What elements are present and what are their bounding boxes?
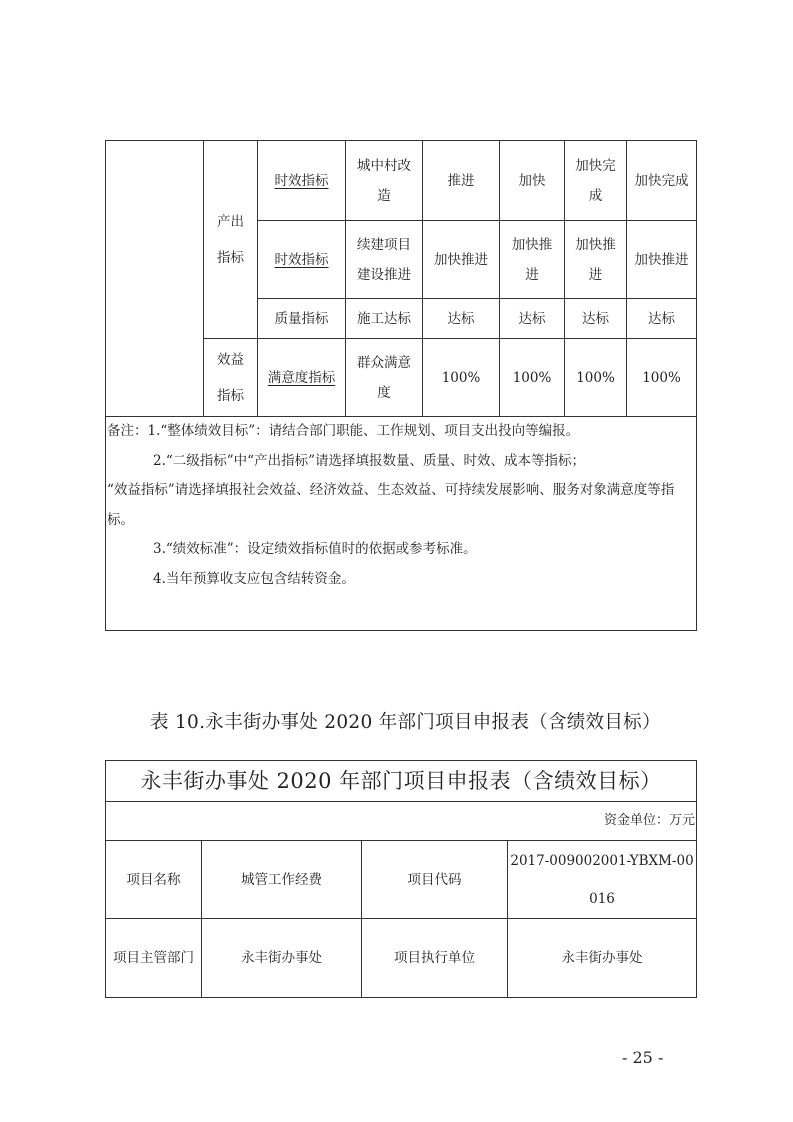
indicator-value: 加快推进 (500, 221, 565, 299)
indicator-name: 时效指标 (274, 172, 329, 189)
indicator-content: 群众满意度 (346, 339, 423, 417)
indicator-value: 达标 (423, 299, 500, 339)
indicator-value: 100% (500, 339, 565, 417)
indicator-value: 达标 (565, 299, 627, 339)
project-application-table (105, 760, 697, 998)
table-caption: 表 10.永丰街办事处 2020 年部门项目申报表（含绩效目标） (150, 712, 661, 733)
indicator-content: 施工达标 (346, 299, 423, 339)
indicator-name: 质量指标 (258, 299, 346, 339)
table-title-row (106, 761, 697, 802)
indicator-value: 100% (565, 339, 627, 417)
indicator-value: 加快推进 (565, 221, 627, 299)
executing-unit-label: 项目执行单位 (362, 919, 508, 998)
output-indicator-label: 产出 指标 (204, 141, 258, 339)
note-line: 2.“二级指标”中“产出指标”请选择填报数量、质量、时效、成本等指标； (153, 452, 585, 469)
benefit-indicator-label: 效益 指标 (204, 339, 258, 417)
project-name-value: 城管工作经费 (202, 841, 362, 919)
blank-level1-cell (106, 141, 204, 417)
performance-indicator-table (105, 140, 697, 631)
note-line: 4.当年预算收支应包含结转资金。 (153, 570, 355, 587)
notes-cell (106, 417, 697, 631)
indicator-name: 满意度指标 (267, 369, 336, 386)
indicator-content: 续建项目建设推进 (346, 221, 423, 299)
project-name-label: 项目名称 (106, 841, 202, 919)
indicator-value: 100% (423, 339, 500, 417)
indicator-value: 达标 (500, 299, 565, 339)
indicator-value: 100% (627, 339, 697, 417)
executing-unit-value: 永丰街办事处 (508, 919, 697, 998)
unit-row (106, 802, 697, 841)
table-row (106, 141, 697, 221)
indicator-name: 时效指标 (274, 251, 329, 268)
indicator-value: 加快推进 (423, 221, 500, 299)
table-row (106, 919, 697, 998)
table-row (106, 841, 697, 919)
indicator-value: 推进 (423, 141, 500, 221)
project-code-label: 项目代码 (362, 841, 508, 919)
indicator-value: 加快完成 (627, 141, 697, 221)
project-code-value: 2017-009002001-YBXM-00016 (508, 841, 697, 919)
note-line: 3.“绩效标准”：设定绩效指标值时的依据或参考标准。 (153, 541, 477, 557)
indicator-value: 达标 (627, 299, 697, 339)
note-line: “效益指标”请选择填报社会效益、经济效益、生态效益、可持续发展影响、服务对象满意度等指标。 (107, 482, 675, 528)
indicator-value: 加快完成 (565, 141, 627, 221)
indicator-value: 加快 (500, 141, 565, 221)
supervising-dept-label: 项目主管部门 (106, 919, 202, 998)
page-number: - 25 - (622, 1048, 664, 1067)
notes-row (106, 417, 697, 631)
indicator-content: 城中村改造 (346, 141, 423, 221)
fund-unit-label: 资金单位：万元 (106, 802, 697, 841)
supervising-dept-value: 永丰街办事处 (202, 919, 362, 998)
indicator-value: 加快推进 (627, 221, 697, 299)
note-line: 备注：1.“整体绩效目标”：请结合部门职能、工作规划、项目支出投向等编报。 (107, 423, 580, 439)
table-title: 永丰街办事处 2020 年部门项目申报表（含绩效目标） (106, 761, 697, 802)
